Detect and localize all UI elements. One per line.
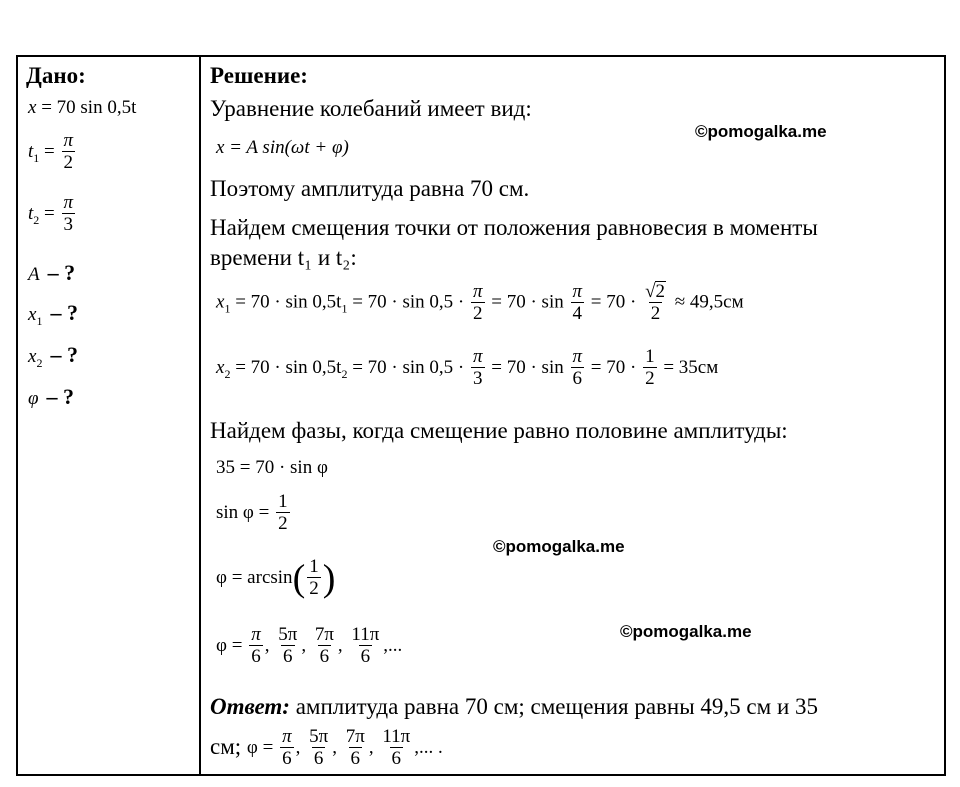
unknown-A: A – ? bbox=[28, 260, 76, 285]
find-shifts-line-2: времени t₁ и t₂: bbox=[210, 245, 357, 270]
fraction: $\frac{1}{2}$ bbox=[645, 346, 655, 389]
fraction: $\frac{\pi}{6}$ bbox=[251, 624, 261, 667]
fraction: $\frac{7\pi}{6}$ bbox=[345, 726, 365, 769]
fraction: $\frac{1}{2}$ bbox=[309, 556, 319, 599]
given-column bbox=[26, 63, 196, 89]
given-t1: $t_1$ = $\frac{\pi}{2}$ bbox=[28, 130, 74, 173]
fraction: $\frac{\pi}{3}$ bbox=[63, 192, 74, 235]
amplitude-line: Поэтому амплитуда равна 70 см. bbox=[210, 176, 530, 201]
fraction: $\frac{7\pi}{6}$ bbox=[314, 624, 334, 667]
fraction: $\frac{1}{2}$ bbox=[278, 491, 288, 534]
fraction: $\frac{\pi}{6}$ bbox=[282, 726, 292, 769]
phase-equation-2: sin φ = $\frac{1}{2}$ bbox=[216, 491, 288, 534]
answer-line-1: Ответ: амплитуда равна 70 см; смещения равны 49,5 см и 35 bbox=[210, 694, 818, 719]
column-divider bbox=[199, 57, 201, 774]
unknown-x2: $x_2$ – ? bbox=[28, 342, 78, 370]
x2-computation: $x_2 = 70 \cdot \sin 0,5t_2 = 70 \cdot \sin 0,5$ · $\frac{\pi}{3}$ = 70 · sin $\frac{\pi}{6}$ = 70 · $\frac{1}{2}$ = 35см bbox=[216, 346, 719, 389]
answer-phases: φ = $\frac{\pi}{6}$ , $\frac{5\pi}{6}$ , $\frac{7\pi}{6}$ , $\frac{11\pi}{6}$ ,... . bbox=[246, 726, 443, 769]
fraction: $\frac{\pi}{4}$ bbox=[572, 280, 583, 324]
fraction: $\frac{\pi}{2}$ bbox=[63, 130, 74, 173]
fraction: $\frac{\pi}{6}$ bbox=[572, 346, 583, 389]
watermark: ©pomogalka.me bbox=[493, 537, 625, 556]
solution-table bbox=[16, 55, 946, 776]
watermark: ©pomogalka.me bbox=[695, 122, 827, 141]
fraction: $\frac{5\pi}{6}$ bbox=[278, 624, 298, 667]
fraction: $\frac{11\pi}{6}$ bbox=[382, 726, 411, 769]
unknown-x1: $x_1$ – ? bbox=[28, 300, 78, 328]
answer-line-2: см; φ = $\frac{\pi}{6}$ , $\frac{5\pi}{6}$ , $\frac{7\pi}{6}$ , $\frac{11\pi}{6}$ ,... . bbox=[210, 726, 443, 769]
find-phases-line: Найдем фазы, когда смещение равно половине амплитуды: bbox=[210, 418, 788, 443]
solution-column bbox=[210, 63, 935, 89]
watermark: ©pomogalka.me bbox=[620, 622, 752, 641]
unknown-phi: φ – ? bbox=[28, 384, 75, 409]
phase-equation-1: 35 = 70 · sin φ bbox=[216, 457, 328, 478]
fraction: $\frac{11\pi}{6}$ bbox=[351, 624, 380, 667]
given-t2: $t_2$ = $\frac{\pi}{3}$ bbox=[28, 192, 74, 235]
fraction: $\frac{\pi}{2}$ bbox=[472, 280, 483, 324]
given-header: Дано: bbox=[26, 63, 86, 88]
x1-computation: $x_1 = 70 \cdot \sin 0,5t_1 = 70 \cdot \sin 0,5$ · $\frac{\pi}{2}$ = 70 · sin $\frac{\pi}{4}$ = 70 · $\frac{√2}{2}$ ≈ 49,5см bbox=[216, 280, 744, 324]
fraction: $\frac{√2}{2}$ bbox=[645, 281, 665, 324]
find-shifts-line-1: Найдем смещения точки от положения равновесия в моменты bbox=[210, 215, 818, 240]
phase-equation-4: φ = $\frac{\pi}{6}$ , $\frac{5\pi}{6}$ , $\frac{7\pi}{6}$ , $\frac{11\pi}{6}$ ,... bbox=[216, 624, 403, 667]
fraction: $\frac{5\pi}{6}$ bbox=[309, 726, 329, 769]
general-formula: x = A sin(ωt + φ) bbox=[216, 137, 349, 158]
fraction: $\frac{\pi}{3}$ bbox=[472, 346, 483, 389]
phase-equation-3: φ = arcsin( $\frac{1}{2}$ ) bbox=[216, 556, 336, 600]
equation-intro: Уравнение колебаний имеет вид: bbox=[210, 96, 532, 121]
solution-header: Решение: bbox=[210, 63, 308, 88]
given-equation: x = 70 sin 0,5t bbox=[28, 97, 137, 118]
